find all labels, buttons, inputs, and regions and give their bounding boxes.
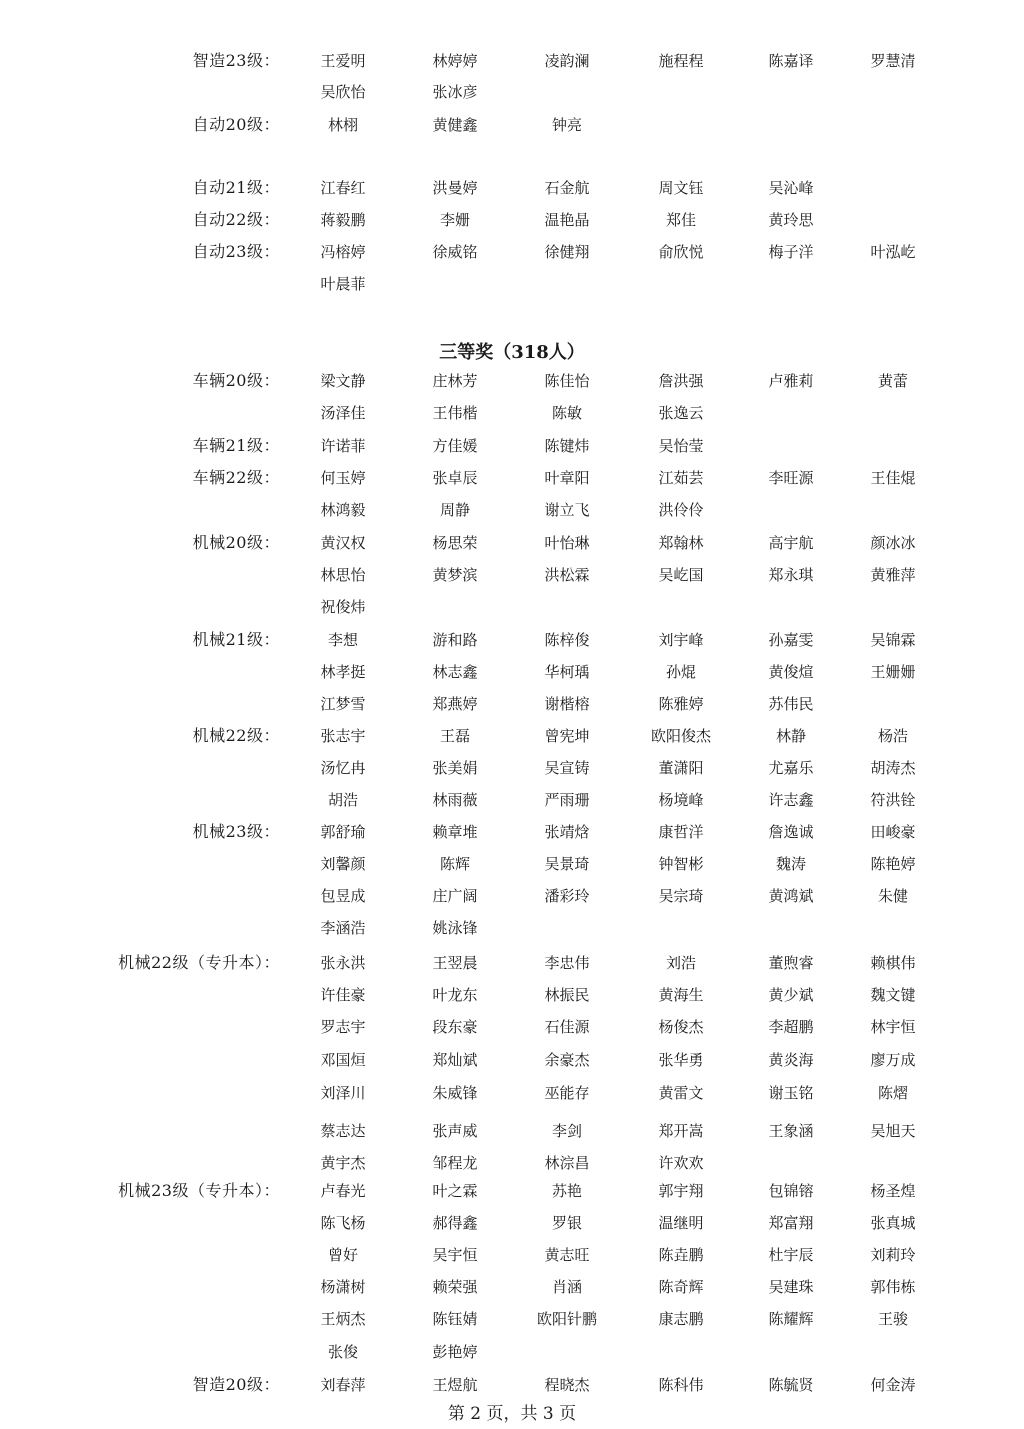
student-name: 方佳媛 — [432, 437, 478, 455]
name-row — [0, 431, 1024, 461]
student-name: 张志宇 — [320, 727, 366, 745]
name-row — [0, 1272, 1024, 1302]
class-label: 车辆21级： — [192, 436, 280, 455]
student-name: 郝得鑫 — [432, 1214, 478, 1232]
class-label: 智造20级： — [192, 1375, 280, 1394]
student-name: 杨浩 — [877, 727, 908, 745]
class-label: 自动23级： — [192, 242, 280, 261]
class-label: 机械23级（专升本）： — [118, 1181, 280, 1200]
student-name: 郑佳 — [665, 211, 696, 229]
student-name: 王象涵 — [768, 1122, 814, 1140]
name-row — [0, 398, 1024, 428]
student-name: 孙嘉雯 — [768, 631, 814, 649]
student-name: 林思怡 — [320, 566, 366, 584]
student-name: 程晓杰 — [544, 1376, 590, 1394]
class-label: 车辆22级： — [192, 468, 280, 487]
name-row — [0, 625, 1024, 655]
student-name: 张俊 — [327, 1343, 358, 1361]
student-name: 黄鸿斌 — [768, 887, 814, 905]
name-row — [0, 205, 1024, 235]
student-name: 张逸云 — [658, 404, 704, 422]
name-row — [0, 1370, 1024, 1400]
name-row — [0, 269, 1024, 299]
student-name: 刘馨颜 — [320, 855, 366, 873]
student-name: 段东豪 — [432, 1018, 478, 1036]
student-name: 杜宇辰 — [768, 1246, 814, 1264]
student-name: 俞欣悦 — [658, 243, 704, 261]
student-name: 黄雅萍 — [870, 566, 916, 584]
student-name: 黄少斌 — [768, 986, 814, 1004]
student-name: 郭舒瑜 — [320, 823, 366, 841]
student-name: 卢春光 — [320, 1182, 366, 1200]
student-name: 苏伟民 — [768, 695, 814, 713]
student-name: 巫能存 — [544, 1084, 590, 1102]
student-name: 叶章阳 — [544, 469, 590, 487]
student-name: 吴宣铸 — [544, 759, 590, 777]
student-name: 高宇航 — [768, 534, 814, 552]
student-name: 张美娟 — [432, 759, 478, 777]
student-name: 李超鹏 — [768, 1018, 814, 1036]
student-name: 田峻豪 — [870, 823, 916, 841]
student-name: 陈敏 — [551, 404, 582, 422]
student-name: 叶之霖 — [432, 1182, 478, 1200]
student-name: 洪伶伶 — [658, 501, 704, 519]
student-name: 潘彩玲 — [544, 887, 590, 905]
class-label: 自动22级： — [192, 210, 280, 229]
student-name: 陈奇辉 — [658, 1278, 704, 1296]
class-label: 自动20级： — [192, 115, 280, 134]
student-name: 林雨薇 — [432, 791, 478, 809]
student-name: 吴沁峰 — [768, 179, 814, 197]
name-row — [0, 721, 1024, 751]
student-name: 施程程 — [658, 52, 704, 70]
student-name: 陈科伟 — [658, 1376, 704, 1394]
student-name: 洪松霖 — [544, 566, 590, 584]
name-row — [0, 1208, 1024, 1238]
student-name: 吴建珠 — [768, 1278, 814, 1296]
student-name: 张卓辰 — [432, 469, 478, 487]
student-name: 林栩 — [327, 116, 358, 134]
student-name: 叶龙东 — [432, 986, 478, 1004]
student-name: 黄健鑫 — [432, 116, 478, 134]
student-name: 杨圣煌 — [870, 1182, 916, 1200]
student-name: 姚泳锋 — [432, 919, 478, 937]
student-name: 王佳焜 — [870, 469, 916, 487]
student-name: 许佳豪 — [320, 986, 366, 1004]
student-name: 罗志宇 — [320, 1018, 366, 1036]
student-name: 欧阳俊杰 — [650, 727, 711, 745]
student-name: 陈垚鹏 — [658, 1246, 704, 1264]
student-name: 刘浩 — [665, 954, 696, 972]
student-name: 谢立飞 — [544, 501, 590, 519]
student-name: 杨潇树 — [320, 1278, 366, 1296]
student-name: 黄雷文 — [658, 1084, 704, 1102]
student-name: 李旺源 — [768, 469, 814, 487]
student-name: 张永洪 — [320, 954, 366, 972]
name-row — [0, 1116, 1024, 1146]
student-name: 李姗 — [439, 211, 470, 229]
student-name: 温继明 — [658, 1214, 704, 1232]
student-name: 蔡志达 — [320, 1122, 366, 1140]
student-name: 庄广阔 — [432, 887, 478, 905]
student-name: 郭宇翔 — [658, 1182, 704, 1200]
name-row — [0, 560, 1024, 590]
student-name: 李剑 — [551, 1122, 582, 1140]
student-name: 赖荣强 — [432, 1278, 478, 1296]
student-name: 黄蕾 — [877, 372, 908, 390]
student-name: 郑燕婷 — [432, 695, 478, 713]
name-row — [0, 1012, 1024, 1042]
student-name: 刘莉玲 — [870, 1246, 916, 1264]
student-name: 石佳源 — [544, 1018, 590, 1036]
student-name: 邹程龙 — [432, 1154, 478, 1172]
student-name: 黄汉权 — [320, 534, 366, 552]
student-name: 黄宇杰 — [320, 1154, 366, 1172]
student-name: 石金航 — [544, 179, 590, 197]
student-name: 曾好 — [327, 1246, 358, 1264]
student-name: 杨境峰 — [658, 791, 704, 809]
student-name: 王煜航 — [432, 1376, 478, 1394]
student-name: 陈耀辉 — [768, 1310, 814, 1328]
name-row — [0, 237, 1024, 267]
student-name: 王翌晨 — [432, 954, 478, 972]
student-name: 吴屹国 — [658, 566, 704, 584]
name-row — [0, 1078, 1024, 1108]
student-name: 叶怡琳 — [544, 534, 590, 552]
name-row — [0, 173, 1024, 203]
student-name: 林静 — [775, 727, 806, 745]
student-name: 李涵浩 — [320, 919, 366, 937]
student-name: 郑开嵩 — [658, 1122, 704, 1140]
student-name: 陈梓俊 — [544, 631, 590, 649]
name-row — [0, 1176, 1024, 1206]
name-row — [0, 689, 1024, 719]
class-label: 机械22级： — [192, 726, 280, 745]
student-name: 何金涛 — [870, 1376, 916, 1394]
student-name: 张冰彦 — [432, 83, 478, 101]
name-row — [0, 657, 1024, 687]
student-name: 郑灿斌 — [432, 1051, 478, 1069]
student-name: 王姗姗 — [870, 663, 916, 681]
student-name: 林鸿毅 — [320, 501, 366, 519]
student-name: 黄玲思 — [768, 211, 814, 229]
student-name: 颜冰冰 — [870, 534, 916, 552]
name-row — [0, 1240, 1024, 1270]
student-name: 廖万成 — [870, 1051, 916, 1069]
name-row — [0, 1148, 1024, 1178]
class-label: 自动21级： — [192, 178, 280, 197]
name-row — [0, 881, 1024, 911]
student-name: 包锦镕 — [768, 1182, 814, 1200]
student-name: 蒋毅鹏 — [320, 211, 366, 229]
student-name: 林孝挺 — [320, 663, 366, 681]
student-name: 黄梦滨 — [432, 566, 478, 584]
name-row — [0, 785, 1024, 815]
student-name: 魏涛 — [775, 855, 806, 873]
student-name: 郑永琪 — [768, 566, 814, 584]
student-name: 郭伟栋 — [870, 1278, 916, 1296]
student-name: 康哲洋 — [658, 823, 704, 841]
name-row — [0, 463, 1024, 493]
student-name: 汤忆冉 — [320, 759, 366, 777]
student-name: 梁文静 — [320, 372, 366, 390]
student-name: 黄海生 — [658, 986, 704, 1004]
student-name: 吴锦霖 — [870, 631, 916, 649]
student-name: 叶晨菲 — [320, 275, 366, 293]
class-label: 智造23级： — [192, 51, 280, 70]
student-name: 余豪杰 — [544, 1051, 590, 1069]
class-label: 机械23级： — [192, 822, 280, 841]
student-name: 许志鑫 — [768, 791, 814, 809]
student-name: 詹逸诚 — [768, 823, 814, 841]
student-name: 吴欣怡 — [320, 83, 366, 101]
student-name: 包昱成 — [320, 887, 366, 905]
name-row — [0, 366, 1024, 396]
student-name: 祝俊炜 — [320, 598, 366, 616]
name-row — [0, 1304, 1024, 1334]
student-name: 朱威锋 — [432, 1084, 478, 1102]
student-name: 欧阳针鹏 — [536, 1310, 597, 1328]
student-name: 罗银 — [551, 1214, 582, 1232]
student-name: 王伟楷 — [432, 404, 478, 422]
name-row — [0, 592, 1024, 622]
student-name: 吴景琦 — [544, 855, 590, 873]
class-label: 机械22级（专升本）： — [118, 953, 280, 972]
student-name: 尤嘉乐 — [768, 759, 814, 777]
student-name: 吴旭天 — [870, 1122, 916, 1140]
name-row — [0, 1045, 1024, 1075]
student-name: 张华勇 — [658, 1051, 704, 1069]
student-name: 吴怡莹 — [658, 437, 704, 455]
student-name: 林婷婷 — [432, 52, 478, 70]
student-name: 朱健 — [877, 887, 908, 905]
student-name: 董潇阳 — [658, 759, 704, 777]
student-name: 郑富翔 — [768, 1214, 814, 1232]
name-row — [0, 913, 1024, 943]
student-name: 彭艳婷 — [432, 1343, 478, 1361]
name-row — [0, 77, 1024, 107]
student-name: 陈钰婧 — [432, 1310, 478, 1328]
student-name: 邓国烜 — [320, 1051, 366, 1069]
student-name: 苏艳 — [551, 1182, 582, 1200]
student-name: 赖棋伟 — [870, 954, 916, 972]
student-name: 李想 — [327, 631, 358, 649]
student-name: 周静 — [439, 501, 470, 519]
student-name: 凌韵澜 — [544, 52, 590, 70]
student-name: 张声威 — [432, 1122, 478, 1140]
student-name: 林淙昌 — [544, 1154, 590, 1172]
student-name: 胡涛杰 — [870, 759, 916, 777]
name-row — [0, 528, 1024, 558]
student-name: 杨思荣 — [432, 534, 478, 552]
student-name: 刘宇峰 — [658, 631, 704, 649]
student-name: 王爱明 — [320, 52, 366, 70]
student-name: 张靖焓 — [544, 823, 590, 841]
student-name: 刘泽川 — [320, 1084, 366, 1102]
class-label: 机械20级： — [192, 533, 280, 552]
student-name: 陈辉 — [439, 855, 470, 873]
student-name: 董煦睿 — [768, 954, 814, 972]
student-name: 陈艳婷 — [870, 855, 916, 873]
student-name: 林宇恒 — [870, 1018, 916, 1036]
student-name: 黄炎海 — [768, 1051, 814, 1069]
class-label: 车辆20级： — [192, 371, 280, 390]
student-name: 王炳杰 — [320, 1310, 366, 1328]
name-row — [0, 1337, 1024, 1367]
student-name: 陈嘉译 — [768, 52, 814, 70]
name-row — [0, 980, 1024, 1010]
student-name: 罗慧清 — [870, 52, 916, 70]
student-name: 许诺菲 — [320, 437, 366, 455]
name-row — [0, 495, 1024, 525]
name-row — [0, 948, 1024, 978]
name-row — [0, 849, 1024, 879]
student-name: 江春红 — [320, 179, 366, 197]
student-name: 徐健翔 — [544, 243, 590, 261]
page-footer: 第 2 页，共 3 页 — [447, 1404, 577, 1424]
student-name: 郑翰林 — [658, 534, 704, 552]
student-name: 叶泓屹 — [870, 243, 916, 261]
student-name: 汤泽佳 — [320, 404, 366, 422]
student-name: 徐威铭 — [432, 243, 478, 261]
student-name: 胡浩 — [327, 791, 358, 809]
student-name: 游和路 — [432, 631, 478, 649]
student-name: 张真城 — [870, 1214, 916, 1232]
name-row — [0, 753, 1024, 783]
class-label: 机械21级： — [192, 630, 280, 649]
student-name: 梅子洋 — [768, 243, 814, 261]
student-name: 严雨珊 — [544, 791, 590, 809]
student-name: 符洪铨 — [870, 791, 916, 809]
student-name: 魏文键 — [870, 986, 916, 1004]
student-name: 钟智彬 — [658, 855, 704, 873]
student-name: 林振民 — [544, 986, 590, 1004]
student-name: 庄林芳 — [432, 372, 478, 390]
student-name: 吴宗琦 — [658, 887, 704, 905]
student-name: 陈毓贤 — [768, 1376, 814, 1394]
student-name: 华柯瑀 — [544, 663, 590, 681]
student-name: 曾宪坤 — [544, 727, 590, 745]
student-name: 杨俊杰 — [658, 1018, 704, 1036]
student-name: 陈飞杨 — [320, 1214, 366, 1232]
student-name: 李忠伟 — [544, 954, 590, 972]
student-name: 王磊 — [439, 727, 470, 745]
name-row — [0, 46, 1024, 76]
name-row — [0, 817, 1024, 847]
student-name: 江梦雪 — [320, 695, 366, 713]
student-name: 孙焜 — [665, 663, 696, 681]
student-name: 吴宇恒 — [432, 1246, 478, 1264]
student-name: 刘春萍 — [320, 1376, 366, 1394]
student-name: 林志鑫 — [432, 663, 478, 681]
student-name: 陈佳怡 — [544, 372, 590, 390]
student-name: 洪曼婷 — [432, 179, 478, 197]
student-name: 钟亮 — [551, 116, 582, 134]
student-name: 赖章堆 — [432, 823, 478, 841]
student-name: 肖涵 — [551, 1278, 582, 1296]
student-name: 冯榕婷 — [320, 243, 366, 261]
student-name: 黄志旺 — [544, 1246, 590, 1264]
student-name: 陈键炜 — [544, 437, 590, 455]
student-name: 陈熠 — [877, 1084, 908, 1102]
student-name: 周文钰 — [658, 179, 704, 197]
student-name: 陈雅婷 — [658, 695, 704, 713]
student-name: 王骏 — [877, 1310, 908, 1328]
section-title-third-prize: 三等奖（318人） — [439, 342, 585, 363]
student-name: 詹洪强 — [658, 372, 704, 390]
student-name: 江茹芸 — [658, 469, 704, 487]
student-name: 卢雅莉 — [768, 372, 814, 390]
student-name: 许欢欢 — [658, 1154, 704, 1172]
name-row — [0, 110, 1024, 140]
student-name: 康志鹏 — [658, 1310, 704, 1328]
student-name: 谢楷榕 — [544, 695, 590, 713]
student-name: 谢玉铭 — [768, 1084, 814, 1102]
student-name: 何玉婷 — [320, 469, 366, 487]
student-name: 黄俊煊 — [768, 663, 814, 681]
student-name: 温艳晶 — [544, 211, 590, 229]
